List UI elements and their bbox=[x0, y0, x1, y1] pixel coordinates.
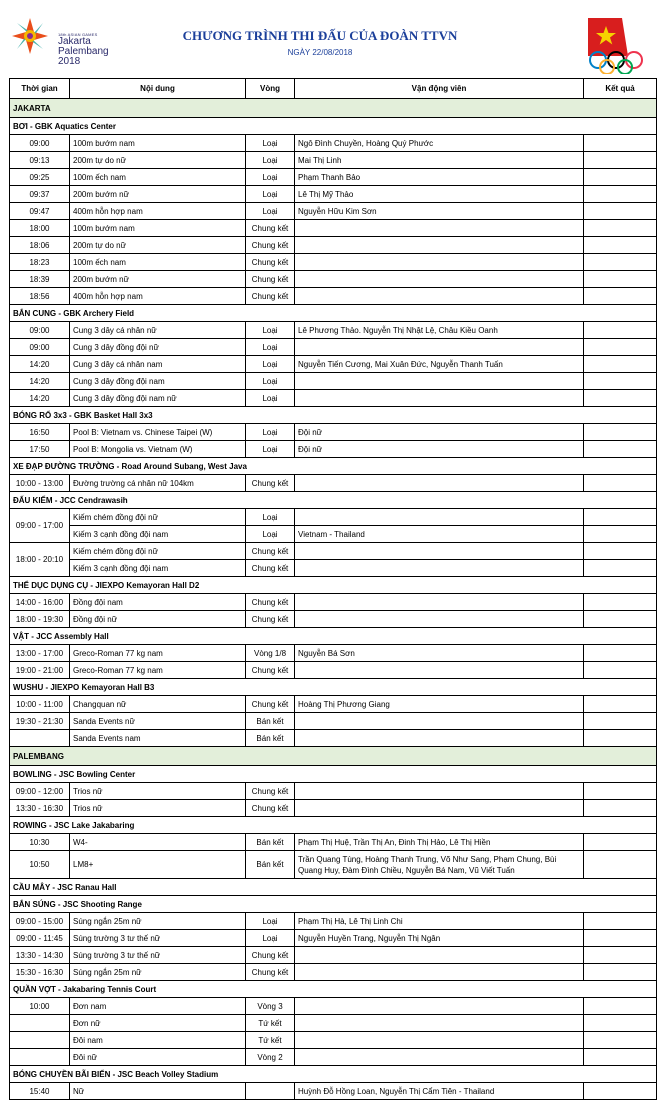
athletes-cell bbox=[295, 594, 584, 611]
content-cell: Sanda Events nam bbox=[70, 730, 246, 747]
result-cell bbox=[584, 1083, 657, 1100]
athletes-cell bbox=[295, 947, 584, 964]
result-cell bbox=[584, 611, 657, 628]
table-row bbox=[10, 1032, 657, 1049]
time-cell: 13:30 - 14:30 bbox=[10, 947, 70, 964]
athletes-cell: Mai Thị Linh bbox=[295, 152, 584, 169]
athletes-cell: Huỳnh Đỗ Hồng Loan, Nguyễn Thị Cẩm Tiên - Thailand bbox=[295, 1083, 584, 1100]
time-cell: 17:50 bbox=[10, 441, 70, 458]
column-header-time: Thời gian bbox=[10, 79, 70, 99]
venue-row bbox=[10, 766, 657, 783]
time-cell: 10:00 - 11:00 bbox=[10, 696, 70, 713]
venue-row bbox=[10, 879, 657, 896]
round-cell: Loại bbox=[246, 390, 295, 407]
venue-name: WUSHU - JIEXPO Kemayoran Hall B3 bbox=[10, 679, 657, 696]
table-row bbox=[10, 1049, 657, 1066]
time-cell: 15:30 - 16:30 bbox=[10, 964, 70, 981]
time-cell: 16:50 bbox=[10, 424, 70, 441]
city-name: JAKARTA bbox=[10, 99, 657, 118]
result-cell bbox=[584, 913, 657, 930]
athletes-cell bbox=[295, 390, 584, 407]
result-cell bbox=[584, 203, 657, 220]
round-cell: Chung kết bbox=[246, 237, 295, 254]
content-cell: 200m bướm nữ bbox=[70, 186, 246, 203]
table-row bbox=[10, 526, 657, 543]
round-cell: Loại bbox=[246, 186, 295, 203]
round-cell: Loại bbox=[246, 913, 295, 930]
result-cell bbox=[584, 254, 657, 271]
page-header bbox=[0, 0, 660, 78]
content-cell: Pool B: Vietnam vs. Chinese Taipei (W) bbox=[70, 424, 246, 441]
athletes-cell bbox=[295, 475, 584, 492]
content-cell: Kiếm chém đồng đội nữ bbox=[70, 509, 246, 526]
round-cell: Loại bbox=[246, 169, 295, 186]
content-cell: Đơn nam bbox=[70, 998, 246, 1015]
time-cell: 10:30 bbox=[10, 834, 70, 851]
result-cell bbox=[584, 356, 657, 373]
athletes-cell: Đội nữ bbox=[295, 424, 584, 441]
content-cell: Súng trường 3 tư thế nữ bbox=[70, 947, 246, 964]
venue-name: BOWLING - JSC Bowling Center bbox=[10, 766, 657, 783]
round-cell: Vòng 1/8 bbox=[246, 645, 295, 662]
athletes-cell: Phạm Thị Hà, Lê Thị Linh Chi bbox=[295, 913, 584, 930]
athletes-cell bbox=[295, 237, 584, 254]
result-cell bbox=[584, 930, 657, 947]
content-cell: Cung 3 dây đồng đội nữ bbox=[70, 339, 246, 356]
time-cell: 09:00 - 12:00 bbox=[10, 783, 70, 800]
page-title: CHƯƠNG TRÌNH THI ĐẤU CỦA ĐOÀN TTVN bbox=[182, 28, 458, 43]
content-cell: Kiếm 3 cạnh đồng đội nam bbox=[70, 560, 246, 577]
result-cell bbox=[584, 271, 657, 288]
time-cell: 10:00 - 13:00 bbox=[10, 475, 70, 492]
round-cell: Loại bbox=[246, 424, 295, 441]
athletes-cell bbox=[295, 800, 584, 817]
content-cell: Cung 3 dây đồng đội nam bbox=[70, 373, 246, 390]
vietnam-olympic-logo bbox=[586, 16, 648, 74]
time-cell: 13:30 - 16:30 bbox=[10, 800, 70, 817]
content-cell: Súng ngắn 25m nữ bbox=[70, 964, 246, 981]
time-cell: 14:20 bbox=[10, 373, 70, 390]
athletes-cell: Phạm Thanh Bảo bbox=[295, 169, 584, 186]
table-row bbox=[10, 696, 657, 713]
table-row bbox=[10, 186, 657, 203]
page-date: NGÀY 22/08/2018 bbox=[287, 48, 353, 57]
time-cell bbox=[10, 730, 70, 747]
round-cell: Loại bbox=[246, 509, 295, 526]
time-cell: 14:00 - 16:00 bbox=[10, 594, 70, 611]
result-cell bbox=[584, 526, 657, 543]
time-cell: 18:39 bbox=[10, 271, 70, 288]
table-row bbox=[10, 560, 657, 577]
athletes-cell: Ngô Đình Chuyền, Hoàng Quý Phước bbox=[295, 135, 584, 152]
column-header-content: Nội dung bbox=[70, 79, 246, 99]
time-cell: 15:40 bbox=[10, 1083, 70, 1100]
table-row bbox=[10, 322, 657, 339]
athletes-cell bbox=[295, 611, 584, 628]
athletes-cell: Vietnam - Thailand bbox=[295, 526, 584, 543]
content-cell: LM8+ bbox=[70, 851, 246, 879]
venue-row bbox=[10, 458, 657, 475]
time-cell: 09:25 bbox=[10, 169, 70, 186]
round-cell: Bán kết bbox=[246, 851, 295, 879]
result-cell bbox=[584, 696, 657, 713]
result-cell bbox=[584, 834, 657, 851]
time-cell: 09:00 - 11:45 bbox=[10, 930, 70, 947]
round-cell: Tứ kết bbox=[246, 1015, 295, 1032]
result-cell bbox=[584, 475, 657, 492]
athletes-cell bbox=[295, 271, 584, 288]
venue-row bbox=[10, 118, 657, 135]
round-cell: Vòng 3 bbox=[246, 998, 295, 1015]
result-cell bbox=[584, 237, 657, 254]
table-row bbox=[10, 237, 657, 254]
result-cell bbox=[584, 441, 657, 458]
round-cell: Chung kết bbox=[246, 254, 295, 271]
schedule-body bbox=[10, 99, 657, 1100]
venue-name: BÓNG RỔ 3x3 - GBK Basket Hall 3x3 bbox=[10, 407, 657, 424]
result-cell bbox=[584, 645, 657, 662]
round-cell: Loại bbox=[246, 441, 295, 458]
venue-name: BẮN SÚNG - JSC Shooting Range bbox=[10, 896, 657, 913]
athletes-cell: Nguyễn Tiến Cương, Mai Xuân Đức, Nguyễn Thanh Tuấn bbox=[295, 356, 584, 373]
table-row bbox=[10, 1083, 657, 1100]
athletes-cell: Lê Phương Thảo. Nguyễn Thị Nhật Lệ, Châu Kiều Oanh bbox=[295, 322, 584, 339]
table-row bbox=[10, 594, 657, 611]
content-cell: Greco-Roman 77 kg nam bbox=[70, 645, 246, 662]
content-cell: Greco-Roman 77 kg nam bbox=[70, 662, 246, 679]
athletes-cell: Đội nữ bbox=[295, 441, 584, 458]
athletes-cell bbox=[295, 560, 584, 577]
venue-name: ĐẤU KIẾM - JCC Cendrawasih bbox=[10, 492, 657, 509]
athletes-cell bbox=[295, 1032, 584, 1049]
time-cell: 18:06 bbox=[10, 237, 70, 254]
round-cell: Chung kết bbox=[246, 696, 295, 713]
table-row bbox=[10, 271, 657, 288]
result-cell bbox=[584, 390, 657, 407]
table-row bbox=[10, 645, 657, 662]
venue-name: QUẦN VỢT - Jakabaring Tennis Court bbox=[10, 981, 657, 998]
table-row bbox=[10, 964, 657, 981]
venue-name: THỂ DỤC DỤNG CỤ - JIEXPO Kemayoran Hall D2 bbox=[10, 577, 657, 594]
result-cell bbox=[584, 800, 657, 817]
round-cell: Chung kết bbox=[246, 662, 295, 679]
time-cell: 09:13 bbox=[10, 152, 70, 169]
round-cell: Loại bbox=[246, 339, 295, 356]
round-cell: Bán kết bbox=[246, 834, 295, 851]
table-row bbox=[10, 662, 657, 679]
content-cell: 200m bướm nữ bbox=[70, 271, 246, 288]
athletes-cell bbox=[295, 783, 584, 800]
result-cell bbox=[584, 947, 657, 964]
content-cell: Kiếm 3 cạnh đồng đội nam bbox=[70, 526, 246, 543]
table-row bbox=[10, 169, 657, 186]
time-cell: 18:00 - 20:10 bbox=[10, 543, 70, 577]
time-cell: 14:20 bbox=[10, 356, 70, 373]
table-row bbox=[10, 611, 657, 628]
athletes-cell: Phạm Thị Huệ, Trần Thị An, Đinh Thị Hảo, Lê Thị Hiền bbox=[295, 834, 584, 851]
venue-name: VẬT - JCC Assembly Hall bbox=[10, 628, 657, 645]
table-row bbox=[10, 441, 657, 458]
result-cell bbox=[584, 543, 657, 560]
content-cell: 400m hỗn hợp nam bbox=[70, 203, 246, 220]
time-cell: 19:30 - 21:30 bbox=[10, 713, 70, 730]
round-cell: Vòng 2 bbox=[246, 1049, 295, 1066]
athletes-cell bbox=[295, 220, 584, 237]
venue-name: XE ĐẠP ĐƯỜNG TRƯỜNG - Road Around Subang, West Java bbox=[10, 458, 657, 475]
city-row bbox=[10, 99, 657, 118]
athletes-cell bbox=[295, 1015, 584, 1032]
schedule-table bbox=[9, 78, 657, 1100]
time-cell: 09:00 - 17:00 bbox=[10, 509, 70, 543]
time-cell bbox=[10, 1049, 70, 1066]
time-cell bbox=[10, 1032, 70, 1049]
time-cell bbox=[10, 1015, 70, 1032]
result-cell bbox=[584, 288, 657, 305]
athletes-cell: Hoàng Thị Phương Giang bbox=[295, 696, 584, 713]
table-row bbox=[10, 220, 657, 237]
time-cell: 10:50 bbox=[10, 851, 70, 879]
city-row bbox=[10, 747, 657, 766]
time-cell: 18:00 bbox=[10, 220, 70, 237]
result-cell bbox=[584, 851, 657, 879]
venue-row bbox=[10, 896, 657, 913]
venue-name: BƠI - GBK Aquatics Center bbox=[10, 118, 657, 135]
time-cell: 10:00 bbox=[10, 998, 70, 1015]
round-cell: Bán kết bbox=[246, 730, 295, 747]
content-cell: 200m tự do nữ bbox=[70, 237, 246, 254]
round-cell: Loại bbox=[246, 356, 295, 373]
table-row bbox=[10, 373, 657, 390]
athletes-cell bbox=[295, 509, 584, 526]
round-cell: Chung kết bbox=[246, 800, 295, 817]
time-cell: 09:00 bbox=[10, 322, 70, 339]
column-header-athletes: Vận động viên bbox=[295, 79, 584, 99]
round-cell: Chung kết bbox=[246, 475, 295, 492]
table-row bbox=[10, 913, 657, 930]
table-row bbox=[10, 203, 657, 220]
athletes-cell: Trần Quang Tùng, Hoàng Thanh Trung, Võ Như Sang, Phạm Chung, Bùi Quang Huy, Đàm Đình Chiều, Nguyễn Bá Nam, Vũ Viết Tuấn bbox=[295, 851, 584, 879]
time-cell: 18:23 bbox=[10, 254, 70, 271]
city-name: PALEMBANG bbox=[10, 747, 657, 766]
venue-name: BẮN CUNG - GBK Archery Field bbox=[10, 305, 657, 322]
table-row bbox=[10, 998, 657, 1015]
venue-name: ROWING - JSC Lake Jakabaring bbox=[10, 817, 657, 834]
result-cell bbox=[584, 1049, 657, 1066]
time-cell: 19:00 - 21:00 bbox=[10, 662, 70, 679]
athletes-cell bbox=[295, 288, 584, 305]
result-cell bbox=[584, 1015, 657, 1032]
result-cell bbox=[584, 135, 657, 152]
time-cell: 18:00 - 19:30 bbox=[10, 611, 70, 628]
column-header-result: Kết quả bbox=[584, 79, 657, 99]
athletes-cell bbox=[295, 998, 584, 1015]
result-cell bbox=[584, 594, 657, 611]
round-cell: Loại bbox=[246, 526, 295, 543]
content-cell: Trios nữ bbox=[70, 783, 246, 800]
round-cell: Chung kết bbox=[246, 611, 295, 628]
venue-name: BÓNG CHUYỀN BÃI BIỂN - JSC Beach Volley Stadium bbox=[10, 1066, 657, 1083]
venue-row bbox=[10, 305, 657, 322]
athletes-cell bbox=[295, 662, 584, 679]
content-cell: Đường trường cá nhân nữ 104km bbox=[70, 475, 246, 492]
table-row bbox=[10, 509, 657, 526]
result-cell bbox=[584, 339, 657, 356]
content-cell: Cung 3 dây đồng đội nam nữ bbox=[70, 390, 246, 407]
round-cell: Chung kết bbox=[246, 220, 295, 237]
round-cell: Loại bbox=[246, 930, 295, 947]
table-row bbox=[10, 783, 657, 800]
table-row bbox=[10, 543, 657, 560]
result-cell bbox=[584, 1032, 657, 1049]
venue-row bbox=[10, 577, 657, 594]
table-row bbox=[10, 1015, 657, 1032]
time-cell: 18:56 bbox=[10, 288, 70, 305]
result-cell bbox=[584, 783, 657, 800]
content-cell: 100m ếch nam bbox=[70, 254, 246, 271]
table-row bbox=[10, 930, 657, 947]
venue-row bbox=[10, 981, 657, 998]
result-cell bbox=[584, 964, 657, 981]
result-cell bbox=[584, 998, 657, 1015]
asian-games-emblem-icon bbox=[8, 14, 52, 58]
time-cell: 13:00 - 17:00 bbox=[10, 645, 70, 662]
result-cell bbox=[584, 220, 657, 237]
time-cell: 09:00 bbox=[10, 135, 70, 152]
content-cell: Cung 3 dây cá nhân nam bbox=[70, 356, 246, 373]
round-cell: Loại bbox=[246, 135, 295, 152]
round-cell: Loại bbox=[246, 203, 295, 220]
round-cell: Chung kết bbox=[246, 560, 295, 577]
table-row bbox=[10, 424, 657, 441]
time-cell: 14:20 bbox=[10, 390, 70, 407]
result-cell bbox=[584, 713, 657, 730]
table-row bbox=[10, 152, 657, 169]
venue-row bbox=[10, 679, 657, 696]
round-cell: Chung kết bbox=[246, 783, 295, 800]
result-cell bbox=[584, 424, 657, 441]
time-cell: 09:00 bbox=[10, 339, 70, 356]
athletes-cell bbox=[295, 730, 584, 747]
venue-row bbox=[10, 407, 657, 424]
round-cell: Loại bbox=[246, 322, 295, 339]
table-row bbox=[10, 356, 657, 373]
athletes-cell: Nguyễn Hữu Kim Sơn bbox=[295, 203, 584, 220]
time-cell: 09:47 bbox=[10, 203, 70, 220]
athletes-cell bbox=[295, 964, 584, 981]
athletes-cell bbox=[295, 339, 584, 356]
round-cell: Chung kết bbox=[246, 964, 295, 981]
athletes-cell bbox=[295, 373, 584, 390]
round-cell: Chung kết bbox=[246, 594, 295, 611]
table-row bbox=[10, 135, 657, 152]
result-cell bbox=[584, 152, 657, 169]
round-cell: Chung kết bbox=[246, 288, 295, 305]
table-row bbox=[10, 800, 657, 817]
content-cell: 200m tự do nữ bbox=[70, 152, 246, 169]
table-row bbox=[10, 339, 657, 356]
round-cell: Loại bbox=[246, 373, 295, 390]
content-cell: Kiếm chém đồng đội nữ bbox=[70, 543, 246, 560]
table-row bbox=[10, 851, 657, 879]
table-row bbox=[10, 730, 657, 747]
time-cell: 09:00 - 15:00 bbox=[10, 913, 70, 930]
content-cell: Changquan nữ bbox=[70, 696, 246, 713]
content-cell: Súng trường 3 tư thế nữ bbox=[70, 930, 246, 947]
athletes-cell bbox=[295, 543, 584, 560]
content-cell: Đồng đội nam bbox=[70, 594, 246, 611]
venue-name: CẦU MÂY - JSC Ranau Hall bbox=[10, 879, 657, 896]
table-row bbox=[10, 475, 657, 492]
olympic-rings-icon bbox=[586, 16, 648, 74]
table-row bbox=[10, 713, 657, 730]
content-cell: Nữ bbox=[70, 1083, 246, 1100]
asian-games-logo bbox=[8, 14, 118, 67]
result-cell bbox=[584, 373, 657, 390]
content-cell: Đôi nữ bbox=[70, 1049, 246, 1066]
athletes-cell bbox=[295, 713, 584, 730]
content-cell: 100m bướm nam bbox=[70, 220, 246, 237]
result-cell bbox=[584, 509, 657, 526]
result-cell bbox=[584, 662, 657, 679]
round-cell: Chung kết bbox=[246, 947, 295, 964]
result-cell bbox=[584, 186, 657, 203]
athletes-cell bbox=[295, 1049, 584, 1066]
time-cell: 09:37 bbox=[10, 186, 70, 203]
table-row bbox=[10, 390, 657, 407]
content-cell: Đôi nam bbox=[70, 1032, 246, 1049]
round-cell: Chung kết bbox=[246, 271, 295, 288]
athletes-cell: Nguyễn Huyền Trang, Nguyễn Thị Ngân bbox=[295, 930, 584, 947]
result-cell bbox=[584, 730, 657, 747]
table-header-row bbox=[10, 79, 657, 99]
result-cell bbox=[584, 169, 657, 186]
content-cell: 100m ếch nam bbox=[70, 169, 246, 186]
content-cell: Cung 3 dây cá nhân nữ bbox=[70, 322, 246, 339]
table-row bbox=[10, 947, 657, 964]
round-cell: Tứ kết bbox=[246, 1032, 295, 1049]
content-cell: 100m bướm nam bbox=[70, 135, 246, 152]
round-cell: Chung kết bbox=[246, 543, 295, 560]
athletes-cell: Nguyễn Bá Sơn bbox=[295, 645, 584, 662]
venue-row bbox=[10, 492, 657, 509]
content-cell: Đơn nữ bbox=[70, 1015, 246, 1032]
column-header-round: Vòng bbox=[246, 79, 295, 99]
content-cell: Đồng đội nữ bbox=[70, 611, 246, 628]
asian-games-logo-text: 18th ASIAN GAMES Jakarta Palembang 2018 bbox=[58, 32, 109, 67]
content-cell: W4- bbox=[70, 834, 246, 851]
round-cell: Bán kết bbox=[246, 713, 295, 730]
table-row bbox=[10, 254, 657, 271]
athletes-cell: Lê Thị Mỹ Thảo bbox=[295, 186, 584, 203]
athletes-cell bbox=[295, 254, 584, 271]
result-cell bbox=[584, 560, 657, 577]
table-row bbox=[10, 288, 657, 305]
venue-row bbox=[10, 1066, 657, 1083]
round-cell bbox=[246, 1083, 295, 1100]
round-cell: Loại bbox=[246, 152, 295, 169]
table-row bbox=[10, 834, 657, 851]
result-cell bbox=[584, 322, 657, 339]
venue-row bbox=[10, 628, 657, 645]
content-cell: Sanda Events nữ bbox=[70, 713, 246, 730]
content-cell: Trios nữ bbox=[70, 800, 246, 817]
content-cell: Pool B: Mongolia vs. Vietnam (W) bbox=[70, 441, 246, 458]
content-cell: 400m hỗn hợp nam bbox=[70, 288, 246, 305]
venue-row bbox=[10, 817, 657, 834]
content-cell: Súng ngắn 25m nữ bbox=[70, 913, 246, 930]
